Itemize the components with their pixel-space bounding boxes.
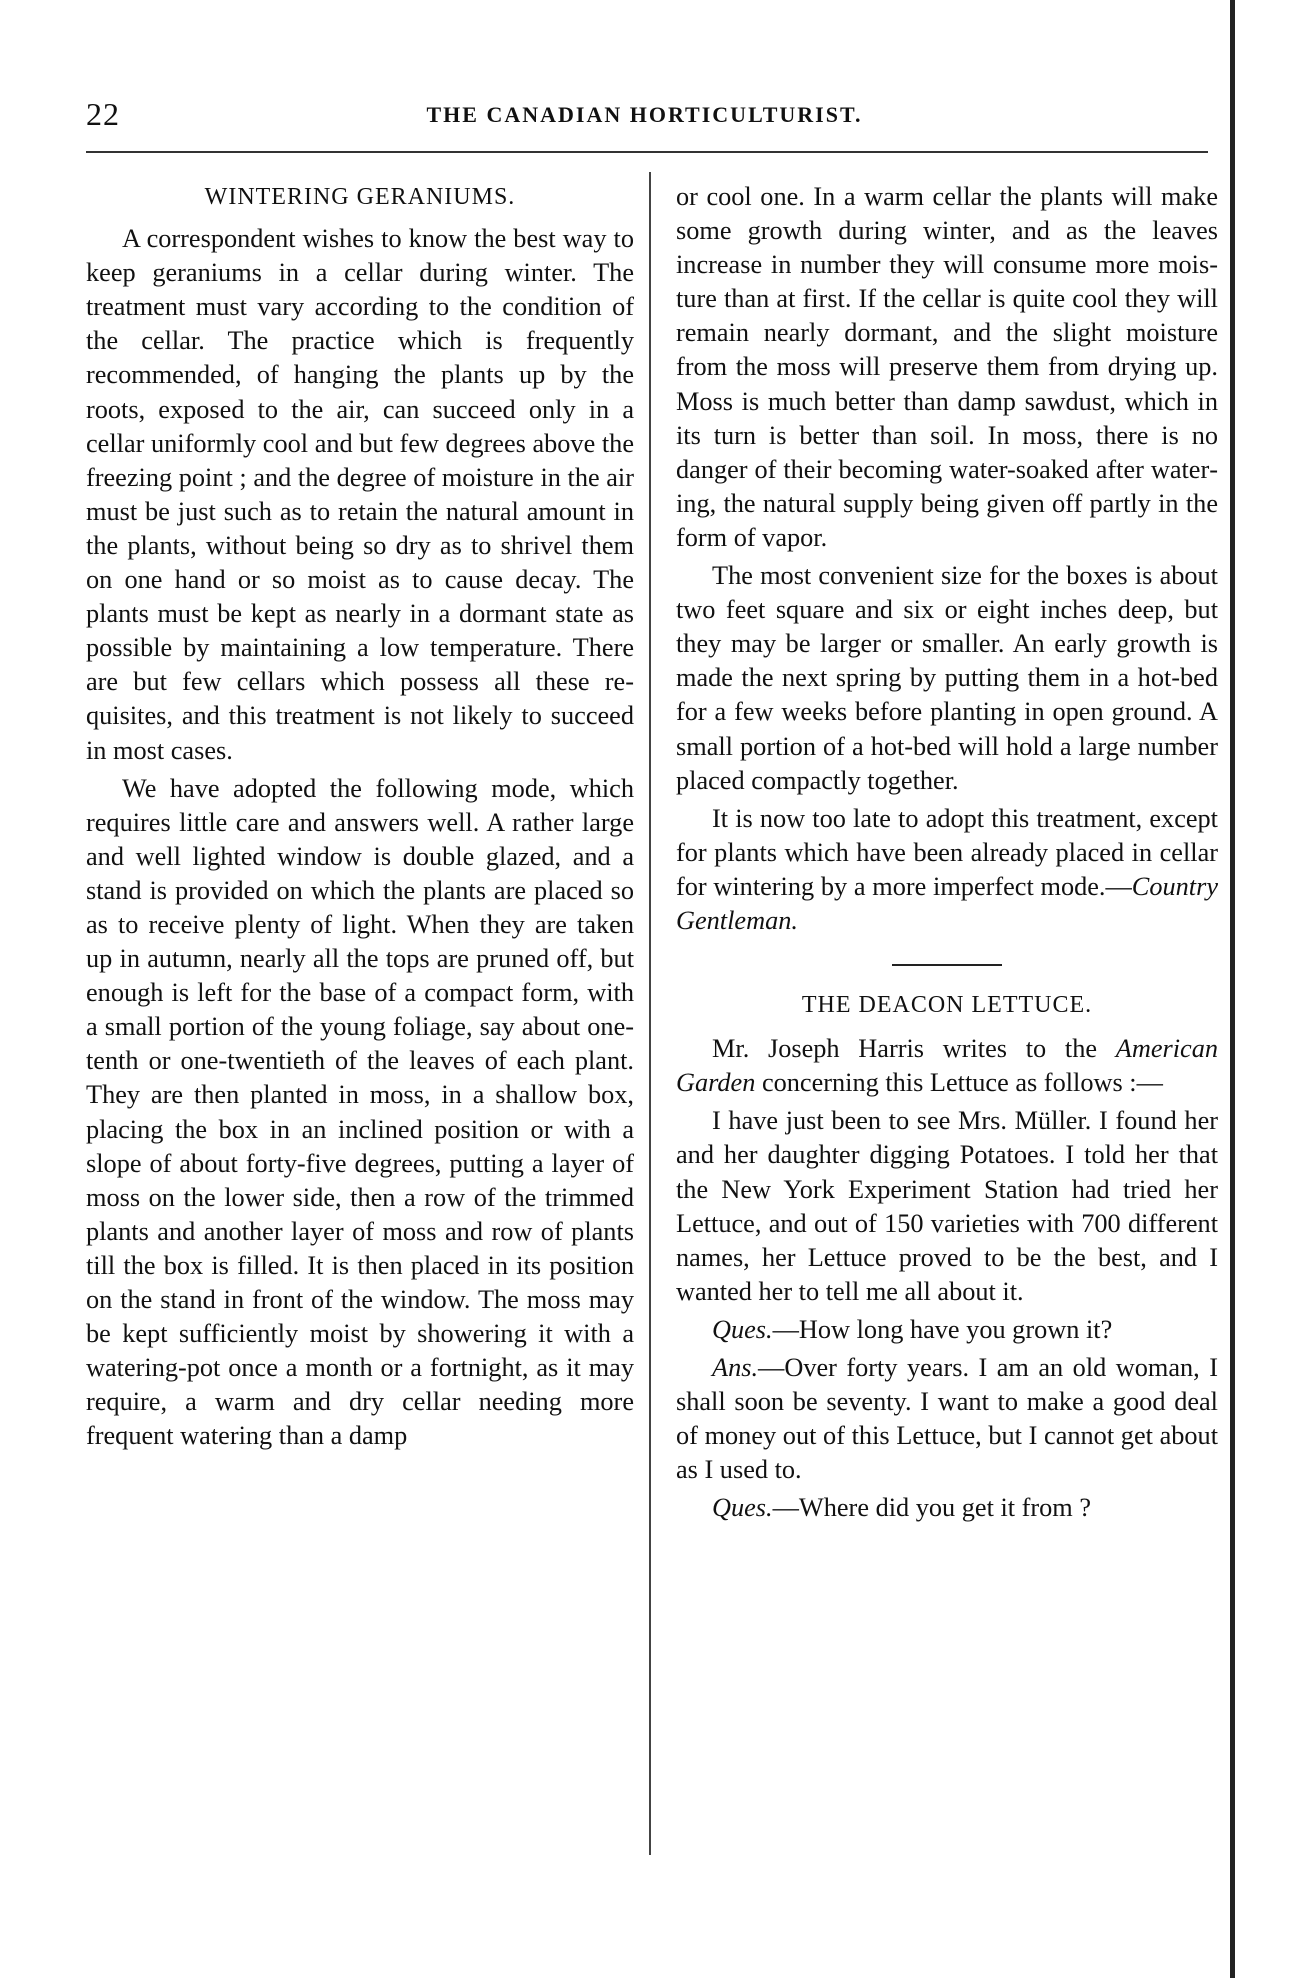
paragraph: I have just been to see Mrs. Müller. I found her and her daughter digging Potatoes. I told her that the New York Experiment Station had tried her Lettuce, and out of 150 varieties with 700 different names, her Lettuce proved to be the best, and I wanted her to tell me all about it. (676, 1106, 1218, 1306)
left-column (86, 180, 634, 1457)
question (676, 1313, 1218, 1347)
paragraph: The most convenient size for the boxes is about two feet square and six or eight inches deep, but they may be larger or smaller. An early growth is made the next spring by putting them in a hot-bed for a few weeks before planting in open ground. A small portion of a hot-bed will hold a large number placed compactly together. (676, 561, 1218, 795)
answer-text: —Over forty years. I am an old woman, I shall soon be seventy. I want to make a good deal of money out of this Lettuce, but I cannot get about as I used to. (676, 1353, 1218, 1485)
question-text: —Where did you get it from ? (772, 1493, 1092, 1523)
page-number: 22 (86, 96, 120, 132)
paragraph: A correspondent wishes to know the best way to keep geraniums in a cellar during winter. The treatment must vary according to the condition of the cellar. The practice which is frequently recommended, of hanging the plants up by the roots, exposed to the air, can succeed only in a cellar uniformly cool and but few degrees above the freezing point ; and the degree of moisture in the air must be just such as to retain the natural amount in the plants, without being so dry as to shrivel them on one hand or so moist as to cause decay. The plants must be kept as nearly in a dormant state as possible by maintaining a low temperature. There are but few cellars which possess all these requisites, and this treatment is not likely to succeed in most cases. (86, 224, 634, 765)
question-label: Ques. (712, 1314, 773, 1344)
paragraph: We have adopted the following mode, which requires little care and answers well. A rather large and well lighted window is double glazed, and a stand is provided on which the plants are placed so as to receive plenty of light. When they are taken up in autumn, nearly all the tops are pruned off, but enough is left for the base of a compact form, with a small portion of the young foliage, say about one-tenth or one-twentieth of the leaves of each plant. They are then planted in moss, in a shallow box, placing the box in an inclined position or with a slope of about forty-five degrees, putting a layer of moss on the lower side, then a row of the trimmed plants and another layer of moss and row of plants till the box is filled. It is then placed in its position on the stand in front of the window. The moss may be kept sufficiently moist by showering it with a watering-pot once a month or a fortnight, as it may require, a warm and dry cellar needing more frequent watering than a damp (86, 773, 634, 1451)
article-separator (892, 964, 1002, 966)
paragraph-text: It is now too late to adopt this treatment, except for plants which have been already placed in cellar for wintering by a more imperfect mode.— (676, 803, 1218, 901)
running-head: THE CANADIAN HORTICULTURIST. (426, 102, 863, 127)
publication-name: American Garden (676, 1034, 1218, 1098)
paragraph-intro (676, 1032, 1218, 1100)
question (676, 1491, 1218, 1525)
source-credit: Country Gentleman. (676, 871, 1218, 935)
intro-text-end: concerning this Lettuce as follows :— (755, 1068, 1163, 1098)
paragraph: or cool one. In a warm cellar the plants will make some growth during winter, and as the leaves increase in number they will consume more moisture than at first. If the cellar is quite cool they will remain nearly dormant, and the slight moisture from the moss will preserve them from drying up. Moss is much better than damp sawdust, which in its turn is better than soil. In moss, there is no danger of their becoming water-soaked after watering, the natural supply being given off partly in the form of vapor. (676, 182, 1218, 552)
right-column (676, 180, 1218, 1529)
answer-label: Ans. (712, 1353, 759, 1382)
intro-text: Mr. Joseph Harris writes to the (712, 1034, 1116, 1064)
article-title-lettuce: THE DEACON LETTUCE. (801, 992, 1093, 1019)
header-rule (86, 151, 1208, 153)
article-title-geraniums: WINTERING GERANIUMS. (204, 184, 516, 210)
page-edge-rule (1230, 0, 1235, 1978)
answer (676, 1351, 1218, 1487)
paragraph-with-source (676, 802, 1218, 938)
question-text: —How long have you grown it? (772, 1314, 1113, 1344)
column-divider (649, 172, 651, 1855)
question-label: Ques. (712, 1493, 773, 1523)
